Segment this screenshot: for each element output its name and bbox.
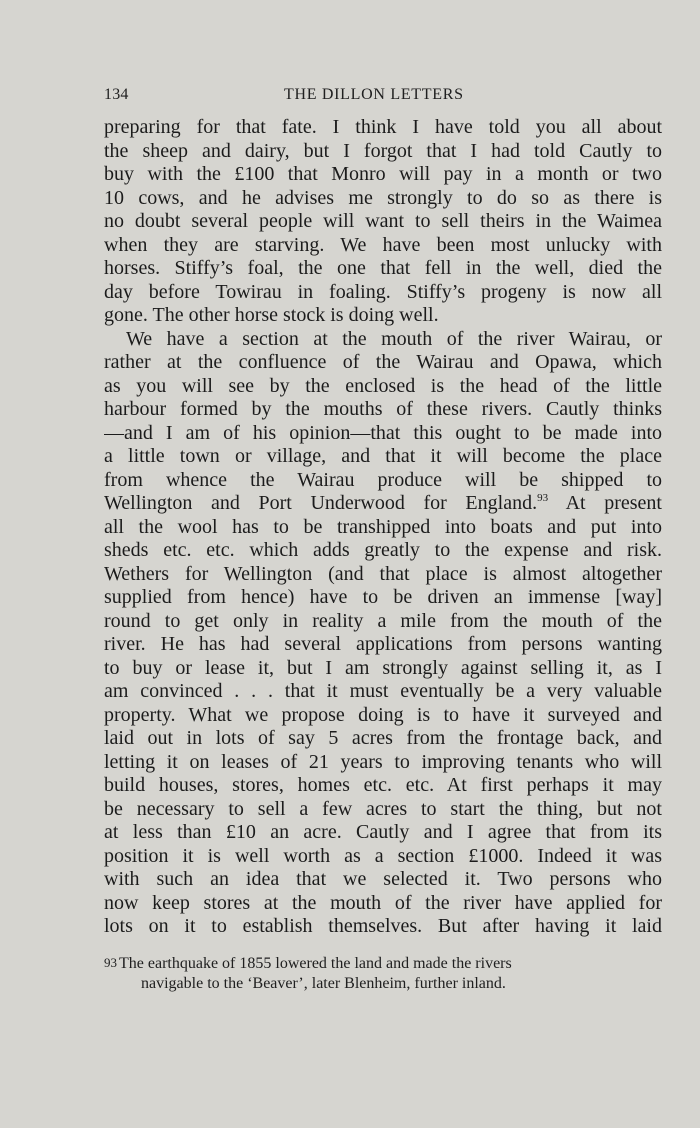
text-line: to buy or lease it, but I am strongly against selling it, as I [104, 656, 662, 679]
page-number: 134 [104, 86, 129, 103]
text-line: gone. The other horse stock is doing well. [104, 304, 439, 326]
text-line: Wethers for Wellington (and that place is almost altogether [104, 562, 662, 585]
text-line: am convinced . . . that it must eventually be a very valuable [104, 680, 662, 702]
text-line: position it is well worth as a section £1000. Indeed it was [104, 844, 662, 867]
text-line: river. He has had several applications from persons wanting [104, 633, 662, 655]
text-line: all the wool has to be transhipped into boats and put into [104, 515, 662, 538]
footnote-text: The earthquake of 1855 lowered the land and made the rivers [119, 955, 512, 972]
text-line: preparing for that fate. I think I have told you all about [104, 116, 662, 138]
text-line: letting it on leases of 21 years to improving tenants who will [104, 750, 662, 773]
text-line-with-footnote [104, 492, 662, 516]
page-header [104, 86, 662, 108]
text-line: from whence the Wairau produce will be shipped to [104, 468, 662, 491]
text-line: buy with the £100 that Monro will pay in a month or two [104, 163, 662, 185]
text-line: a little town or village, and that it will become the place [104, 445, 662, 467]
text-line: harbour formed by the mouths of these rivers. Cautly thinks [104, 398, 662, 420]
text-line: horses. Stiffy’s foal, the one that fell in the well, died the [104, 257, 662, 279]
text-line: with such an idea that we selected it. Two persons who [104, 868, 662, 890]
text-line: supplied from hence) have to be driven an immense [way] [104, 586, 662, 608]
footnote-reference: 93 [537, 492, 549, 504]
text-fragment: Wellington and Port Underwood for England. [104, 492, 538, 514]
text-line: the sheep and dairy, but I forgot that I had told Cautly to [104, 139, 662, 162]
text-line: —and I am of his opinion—that this ought to be made into [104, 421, 662, 444]
text-line: 10 cows, and he advises me strongly to do so as there is [104, 186, 662, 209]
text-line: We have a section at the mouth of the river Wairau, or [126, 327, 662, 350]
text-line: at less than £10 an acre. Cautly and I agree that from its [104, 821, 662, 843]
text-line: rather at the confluence of the Wairau and Opawa, which [104, 351, 662, 373]
text-line: sheds etc. etc. which adds greatly to the expense and risk. [104, 539, 662, 561]
text-line: as you will see by the enclosed is the head of the little [104, 374, 662, 397]
text-line: round to get only in reality a mile from the mouth of the [104, 609, 662, 632]
text-fragment: At present [565, 492, 662, 514]
footnote-line [104, 952, 662, 973]
text-line: day before Towirau in foaling. Stiffy’s progeny is now all [104, 280, 662, 303]
text-line: lots on it to establish themselves. But after having it laid [104, 915, 662, 937]
body-text [104, 116, 662, 939]
footnote-number: 93 [104, 955, 117, 970]
text-line: now keep stores at the mouth of the river have applied for [104, 891, 662, 914]
text-line: no doubt several people will want to sell theirs in the Waimea [104, 210, 662, 232]
text-line: when they are starving. We have been most unlucky with [104, 233, 662, 256]
footnote-line-continued: navigable to the ‘Beaver’, later Blenheim, further inland. [141, 975, 506, 992]
text-line: be necessary to sell a few acres to start the thing, but not [104, 797, 662, 820]
footnote [104, 952, 662, 994]
text-line: property. What we propose doing is to have it surveyed and [104, 703, 662, 726]
text-line: laid out in lots of say 5 acres from the frontage back, and [104, 727, 662, 749]
running-head: THE DILLON LETTERS [284, 86, 464, 103]
text-line: build houses, stores, homes etc. etc. At first perhaps it may [104, 774, 662, 796]
